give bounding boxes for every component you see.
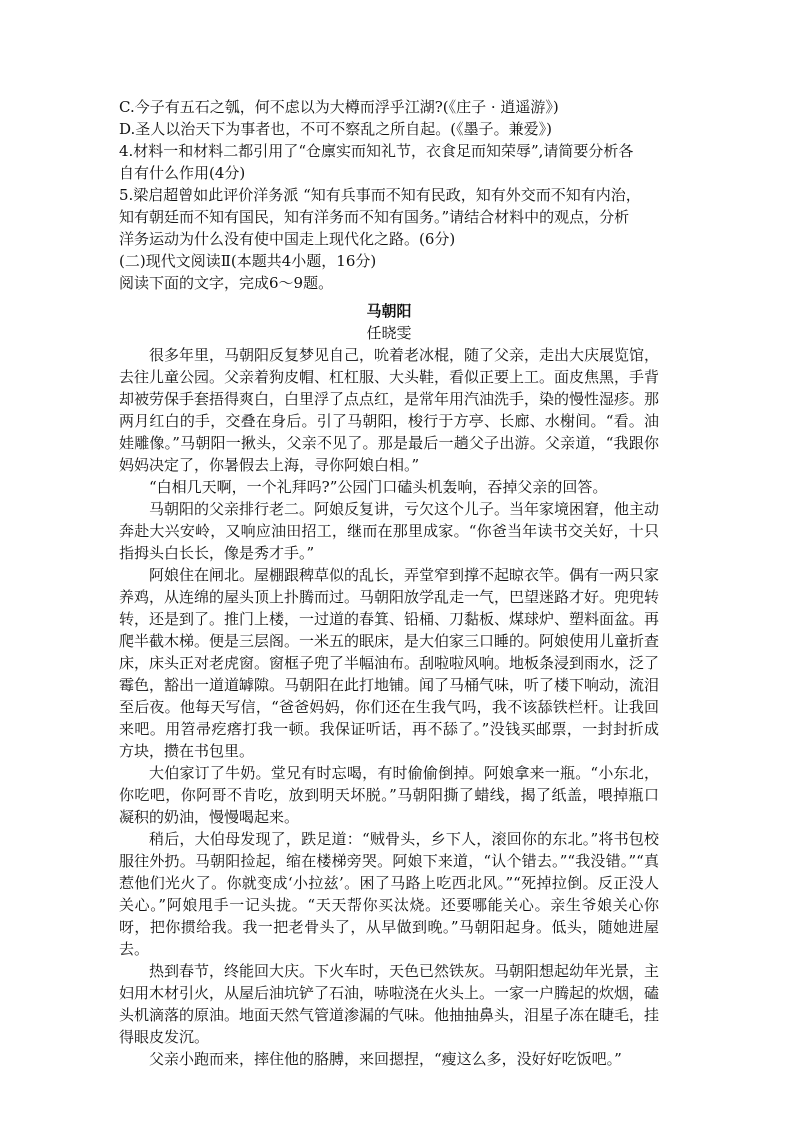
article-paragraph: 阿娘住在闸北。屋棚跟稗草似的乱长，弄堂窄到撑不起晾衣竿。偶有一两只家养鸡，从连绵的屋头顶上扑腾而过。马朝阳放学乱走一气，巴望迷路才好。兜兜转转，还是到了。推门上楼，一过道的春箕、铅桶、刀黏板、煤球炉、塑料面盆。再爬半截木梯。便是三层阁。一米五的眠床，是大伯家三口睡的。阿娘使用儿童折查床，床头正对老虎窗。窗框子兜了半幅油布。刮啦啦风响。地板条浸到雨水，泛了霉色，豁出一道道罅隙。马朝阳在此打地铺。闻了马桶气味，听了楼下响动，流泪至后夜。他每天写信，“爸爸妈妈，你们还在生我气吗，我不该舔铁栏杆。让我回来吧。用笤帚疙瘩打我一顿。我保证听话，再不舔了。”没钱买邮票，一封封折成方块，攒在书包里。 xyxy=(119,566,660,760)
question-4-line-1: 4.材料一和材料二都引用了“仓廪实而知礼节，衣食足而知荣辱”,请简要分析各 xyxy=(119,142,634,160)
article-paragraph: “白相几天啊，一个礼拜吗?”公园门口磕头机轰响，吞掉父亲的回答。 xyxy=(149,478,608,496)
question-4-line-2: 自有什么作用(4分) xyxy=(119,164,246,182)
section-heading: (二)现代文阅读Ⅱ(本题共4小题，16分) xyxy=(119,252,377,270)
question-5-line-3: 洋务运动为什么没有使中国走上现代化之路。(6分) xyxy=(119,230,456,248)
question-5-line-2: 知有朝廷而不知有国民，知有洋务而不知有国务。”请结合材料中的观点，分析 xyxy=(119,208,630,226)
option-c: C.今子有五石之瓠，何不虑以为大樽而浮乎江湖?(《庄子 · 逍遥游》) xyxy=(119,98,559,116)
reading-instruction: 阅读下面的文字，完成6～9题。 xyxy=(119,274,334,292)
article-title: 马朝阳 xyxy=(366,302,412,320)
article-paragraph: 父亲小跑而来，摔住他的胳膊，来回摁捏，“瘦这么多，没好好吃饭吧。” xyxy=(149,1050,622,1068)
article-paragraph: 热到春节，终能回大庆。下火车时，天色已然铁灰。马朝阳想起幼年光景，主妇用木材引火，从屋后油坑铲了石油，哧啦浇在火头上。一家一户腾起的炊烟，磕头机滴落的原油。地面天然气管道渗漏的气味。他抽抽鼻头，泪星子冻在睫毛，挂得眼皮发沉。 xyxy=(119,962,660,1046)
article-paragraph: 大伯家订了牛奶。堂兄有时忘喝，有时偷偷倒掉。阿娘拿来一瓶。“小东北，你吃吧，你阿哥不肯吃，放到明天坏脱。”马朝阳撕了蜡线，揭了纸盖，喂掉瓶口凝积的奶油，慢慢喝起来。 xyxy=(119,764,659,826)
article-paragraph: 很多年里，马朝阳反复梦见自己，吮着老冰棍，随了父亲，走出大庆展览馆，去往儿童公园。父亲着狗皮帽、杠杠服、大头鞋，看似正要上工。面皮焦黑，手背却被劳保手套捂得爽白，白里浮了点点红，是常年用汽油洗手，染的慢性湿疹。那两月红白的手，交叠在身后。引了马朝阳，梭行于方亭、长廊、水榭间。“看。油娃雕像。”马朝阳一揪头，父亲不见了。那是最后一趟父子出游。父亲道，“我跟你妈妈决定了，你暑假去上海，寻你阿娘白相。” xyxy=(119,346,660,474)
article-paragraph: 稍后，大伯母发现了，跌足道：“贼骨头，乡下人，滚回你的东北。”将书包校服往外扔。马朝阳捡起，缩在楼梯旁哭。阿娘下来道，“认个错去。”“我没错。”“真惹他们光火了。你就变成‘小拉兹’。困了马路上吃西北风。”“死掉拉倒。反正没人关心。”阿娘甩手一记头拢。“天天帮你买汰烧。还要哪能关心。亲生爷娘关心你呀，把你掼给我。我一把老骨头了，从早做到晚。”马朝阳起身。低头，随她进屋去。 xyxy=(119,830,659,958)
option-d: D.圣人以治天下为事者也，不可不察乱之所自起。(《墨子。兼爱》) xyxy=(119,120,552,138)
question-5-line-1: 5.梁启超曾如此评价洋务派 “知有兵事而不知有民政，知有外交而不知有内治， xyxy=(119,186,641,204)
article-paragraph: 马朝阳的父亲排行老二。阿娘反复讲，亏欠这个儿子。当年家境困窘，他主动奔赴大兴安岭，又响应油田招工，继而在那里成家。“你爸当年读书交关好，十只指拇头白长长，像是秀才手。” xyxy=(119,500,660,562)
article-author: 任晓雯 xyxy=(366,324,412,342)
page-content xyxy=(119,96,659,1070)
